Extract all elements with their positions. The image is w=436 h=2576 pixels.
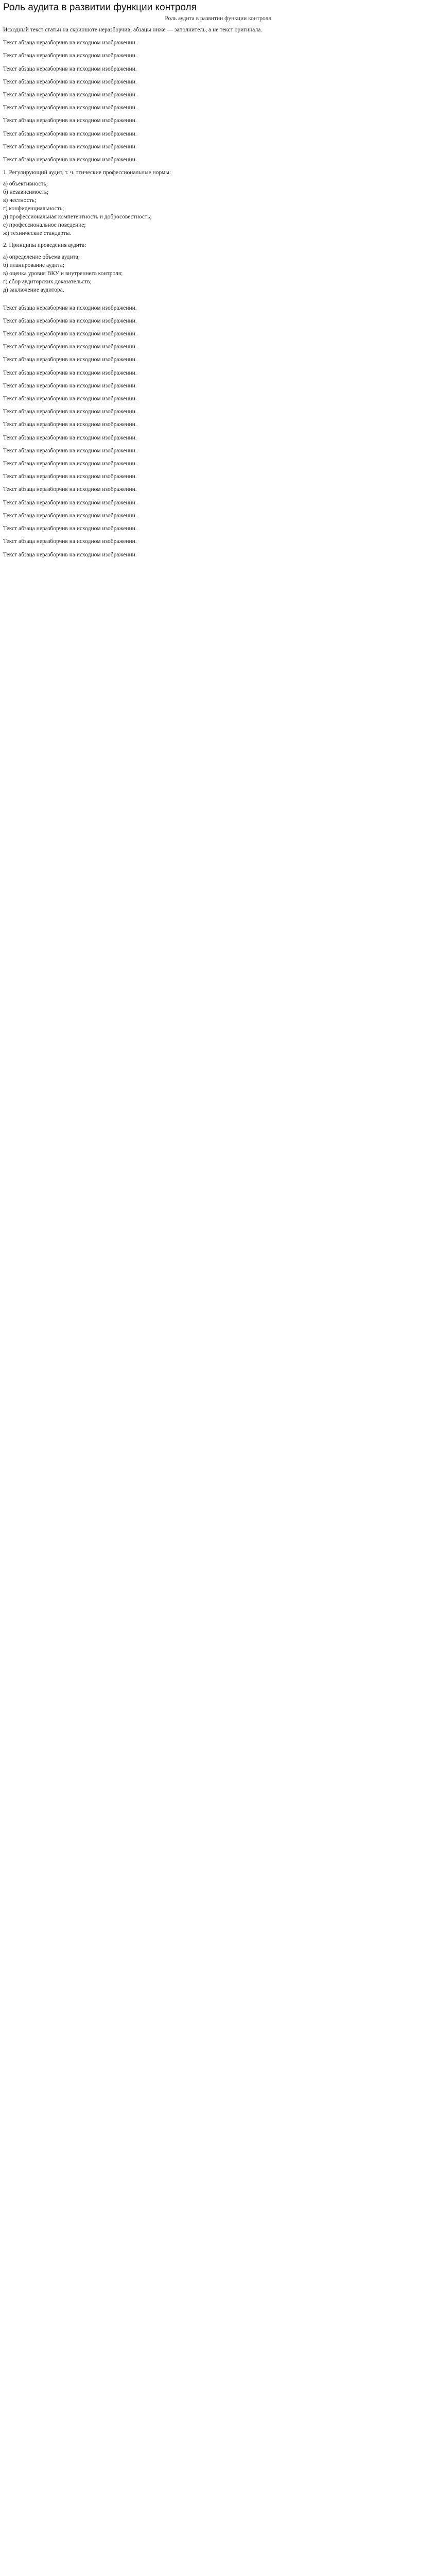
principles-list-2: [3, 253, 433, 294]
paragraph: Текст абзаца неразборчив на исходном изображении.: [3, 331, 137, 337]
paragraph: Текст абзаца неразборчив на исходном изображении.: [3, 551, 137, 558]
principles-heading-2: 2. Принципы проведения аудита:: [3, 242, 86, 249]
paragraph: Текст абзаца неразборчив на исходном изображении.: [3, 461, 137, 467]
article-title: Роль аудита в развитии функции контроля: [3, 2, 197, 13]
paragraph: Текст абзаца неразборчив на исходном изображении.: [3, 538, 137, 545]
paragraph: Текст абзаца неразборчив на исходном изображении.: [3, 65, 137, 72]
list-item: е) профессиональное поведение;: [3, 222, 86, 229]
principles-heading: 1. Регулирующий аудит, т. ч. этические профессиональные нормы:: [3, 170, 171, 176]
paragraph: Текст абзаца неразборчив на исходном изображении.: [3, 369, 137, 376]
paragraph: Текст абзаца неразборчив на исходном изображении.: [3, 382, 137, 389]
principles-list: [3, 180, 433, 238]
list-item: а) определение объема аудита;: [3, 253, 80, 260]
paragraph: Текст абзаца неразборчив на исходном изображении.: [3, 526, 137, 532]
list-item: д) заключение аудитора.: [3, 286, 64, 293]
paragraph: Текст абзаца неразборчив на исходном изображении.: [3, 357, 137, 363]
paragraph: Текст абзаца неразборчив на исходном изображении.: [3, 396, 137, 402]
article-page: [0, 0, 436, 559]
list-item: г) конфиденциальность;: [3, 206, 64, 212]
paragraph: Текст абзаца неразборчив на исходном изображении.: [3, 157, 137, 163]
paragraph: Текст абзаца неразборчив на исходном изображении.: [3, 409, 137, 415]
paragraph-group-tail: [3, 304, 433, 559]
paragraph: Текст абзаца неразборчив на исходном изображении.: [3, 499, 137, 506]
paragraph: Текст абзаца неразборчив на исходном изображении.: [3, 447, 137, 454]
list-item: а) объективность;: [3, 181, 48, 188]
paragraph: Текст абзаца неразборчив на исходном изображении.: [3, 421, 137, 428]
paragraph: Текст абзаца неразборчив на исходном изображении.: [3, 512, 137, 519]
paragraph: Текст абзаца неразборчив на исходном изображении.: [3, 92, 137, 98]
paragraph: Текст абзаца неразборчив на исходном изображении.: [3, 53, 137, 59]
list-item: г) сбор аудиторских доказательств;: [3, 278, 92, 285]
paragraph: Текст абзаца неразборчив на исходном изображении.: [3, 105, 137, 111]
paragraph: Текст абзаца неразборчив на исходном изображении.: [3, 434, 137, 441]
list-item: ж) технические стандарты.: [3, 230, 72, 237]
paragraph: Текст абзаца неразборчив на исходном изображении.: [3, 473, 137, 480]
list-item: в) оценка уровня ВКУ и внутреннего контроля;: [3, 270, 123, 277]
list-item: в) честность;: [3, 197, 37, 204]
article-subtitle: Роль аудита в развитии функции контроля: [165, 15, 271, 22]
paragraph: Текст абзаца неразборчив на исходном изображении.: [3, 304, 137, 311]
article-body: [3, 26, 433, 559]
paragraph-group: [3, 39, 433, 164]
paragraph: Текст абзаца неразборчив на исходном изображении.: [3, 344, 137, 350]
paragraph: Текст абзаца неразборчив на исходном изображении.: [3, 40, 137, 46]
paragraph: Текст абзаца неразборчив на исходном изображении.: [3, 317, 137, 324]
article-note: Исходный текст статьи на скриншоте неразборчив; абзацы ниже — заполнитель, а не текст оригинала.: [3, 27, 263, 33]
paragraph: Текст абзаца неразборчив на исходном изображении.: [3, 130, 137, 137]
paragraph: Текст абзаца неразборчив на исходном изображении.: [3, 117, 137, 124]
paragraph: Текст абзаца неразборчив на исходном изображении.: [3, 143, 137, 150]
paragraph: Текст абзаца неразборчив на исходном изображении.: [3, 78, 137, 85]
list-item: б) независимость;: [3, 189, 49, 196]
list-item: б) планирование аудита;: [3, 262, 65, 268]
list-item: д) профессиональная компетентность и добросовестность;: [3, 214, 152, 221]
paragraph: Текст абзаца неразборчив на исходном изображении.: [3, 486, 137, 493]
